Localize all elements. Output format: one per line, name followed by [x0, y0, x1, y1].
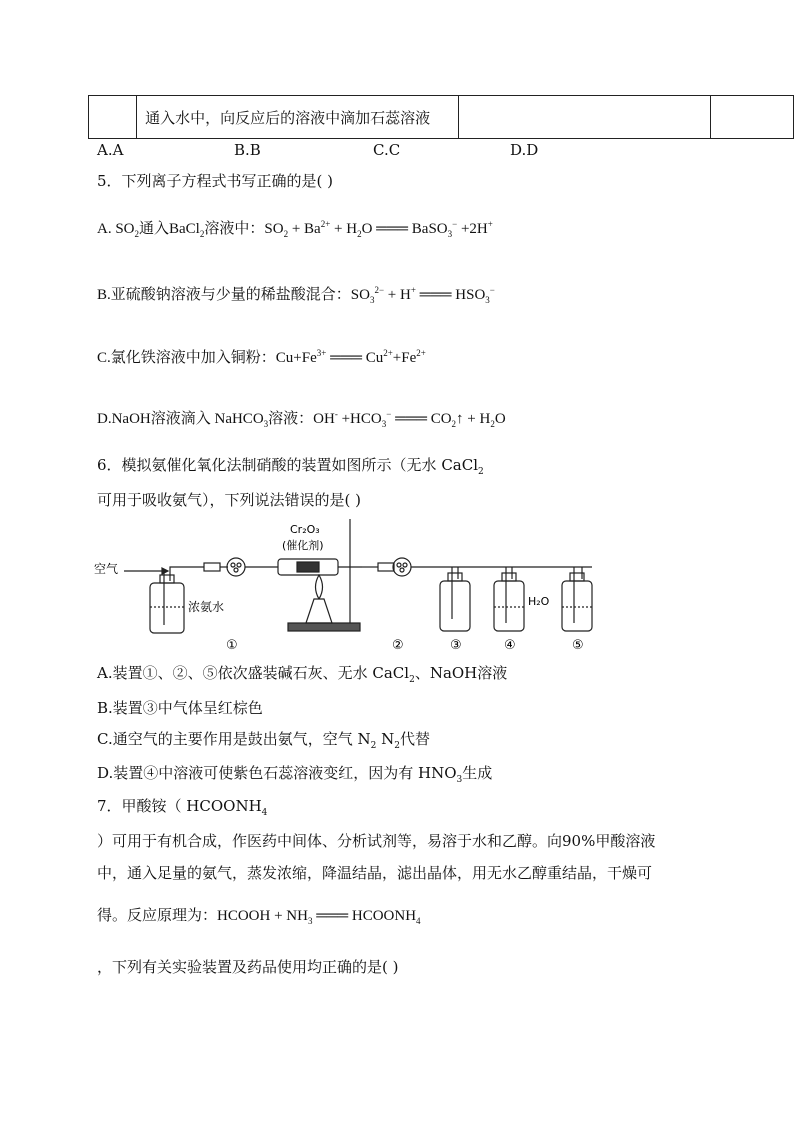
q5-a-mid: 通入BaCl: [139, 221, 200, 237]
q6-d-text: D.装置④中溶液可使紫色石蕊溶液变红，因为有 HNO: [97, 764, 457, 782]
q5-option-b: B.亚硫酸钠溶液与少量的稀盐酸混合：$SO_3^{2-} + H^+$ ═══ $HSO_3^-$: [97, 285, 495, 305]
alcohol-lamp: [306, 599, 332, 623]
bottle-5: [562, 581, 592, 631]
q7-stem-line4: 得。反应原理为：HCOOH + $NH_3$ ═══ $HCOONH_4$: [97, 908, 421, 926]
apparatus-figure: [92, 515, 612, 655]
q7-stem-line5: ，下列有关实验装置及药品使用均正确的是( ): [97, 958, 399, 976]
mark-5: ⑤: [572, 638, 584, 653]
q6-stem-text: 6．模拟氨催化氧化法制硝酸的装置如图所示（无水 CaCl: [97, 456, 479, 474]
drying-tube-1: [227, 558, 245, 576]
q6-stem-line1: 6．模拟氨催化氧化法制硝酸的装置如图所示（无水 CaCl$_2$: [97, 456, 484, 477]
q4-option-b: B.B: [234, 141, 261, 159]
q5-option-a: A. $SO_2$通入BaCl$_2$溶液中：$SO_2 + Ba^{2+} + H_2O$ ═══ BaSO$_3$− +2H+: [97, 219, 493, 239]
q7-stem-line4-text: 得。反应原理为：: [97, 908, 218, 924]
q5-a-prefix: A. SO: [97, 221, 135, 237]
q7-stem-line2: ）可用于有机合成，作医药中间体、分析试剂等，易溶于水和乙醇。向90%甲酸溶液: [97, 832, 656, 850]
q6-option-a: A.装置①、②、⑤依次盛装碱石灰、无水 CaCl$_2$、NaOH溶液: [97, 664, 508, 685]
table-cell-empty: [89, 96, 137, 139]
flame: [316, 575, 323, 599]
bottle-3: [440, 581, 470, 631]
q5-d-text: D.NaOH溶液滴入 NaHCO: [97, 411, 264, 427]
bottle-4: [494, 581, 524, 631]
q5-a-mid2: 溶液中：: [204, 221, 265, 237]
answer-table: [88, 95, 794, 139]
q6-c-tail: 代替: [399, 730, 430, 748]
mark-1: ①: [226, 638, 238, 653]
q6-stem-line2: 可用于吸收氨气），下列说法错误的是( ): [97, 491, 361, 509]
q6-d-tail: 生成: [462, 764, 493, 782]
table-cell-empty: [710, 96, 793, 139]
table-cell-text: 通入水中，向反应后的溶液中滴加石蕊溶液: [137, 96, 458, 139]
q7-stem-line1: 7．甲酸铵（ $HCOONH_4$: [97, 797, 268, 818]
catalyst-formula: Cr₂O₃: [290, 523, 320, 536]
q4-option-a: A.A: [97, 141, 124, 159]
q5-option-c: C.氯化铁溶液中加入铜粉：$Cu+Fe^{3+}$ ═══ $Cu^{2+}+Fe^{2+}$: [97, 348, 426, 366]
q6-a-tail: 、NaOH溶液: [414, 664, 508, 682]
catalyst-label: (催化剂): [282, 539, 324, 552]
mark-3: ③: [450, 638, 462, 653]
tube-connector: [204, 563, 220, 571]
mark-2: ②: [392, 638, 404, 653]
q6-c-mid: N: [376, 730, 395, 748]
bottle-1-stopper: [160, 575, 174, 583]
q5-d-text2: 溶液：: [268, 411, 314, 427]
q6-option-d: D.装置④中溶液可使紫色石蕊溶液变红，因为有 $HNO_3$生成: [97, 764, 493, 785]
mark-4: ④: [504, 638, 516, 653]
q7-stem-text: 7．甲酸铵（ HCOONH: [97, 797, 262, 815]
stand-base: [288, 623, 360, 631]
drying-tube-2: [393, 558, 411, 576]
table-row: [89, 96, 794, 139]
q4-option-c: C.C: [373, 141, 401, 159]
arrow-icon: [162, 568, 168, 574]
q6-option-b: B.装置③中气体呈红棕色: [97, 699, 263, 717]
table-cell-empty: [458, 96, 710, 139]
q5-c-text: C.氯化铁溶液中加入铜粉：: [97, 350, 276, 366]
q5-stem: 5．下列离子方程式书写正确的是( ): [97, 172, 334, 190]
q5-b-text: B.亚硫酸钠溶液与少量的稀盐酸混合：: [97, 287, 351, 303]
q6-option-c: C.通空气的主要作用是鼓出氨气，空气 $N_2$ $N_2$代替: [97, 730, 430, 751]
q6-c-text: C.通空气的主要作用是鼓出氨气，空气 N: [97, 730, 371, 748]
water-label: H₂O: [528, 595, 550, 608]
q7-stem-line3: 中，通入足量的氨气，蒸发浓缩，降温结晶，滤出晶体，用无水乙醇重结晶，干燥可: [97, 864, 653, 882]
q6-a-text: A.装置①、②、⑤依次盛装碱石灰、无水 CaCl: [97, 664, 410, 682]
air-label: 空气: [94, 562, 119, 576]
bottle-1: [150, 583, 184, 633]
q4-option-d: D.D: [510, 141, 539, 159]
q5-option-d: D.NaOH溶液滴入 NaHCO$_3$溶液：$OH^- +HCO_3^-$ ═══ $CO_2↑ + H_2O$: [97, 409, 506, 429]
catalyst: [297, 562, 319, 572]
ammonia-label: 浓氨水: [188, 600, 225, 614]
